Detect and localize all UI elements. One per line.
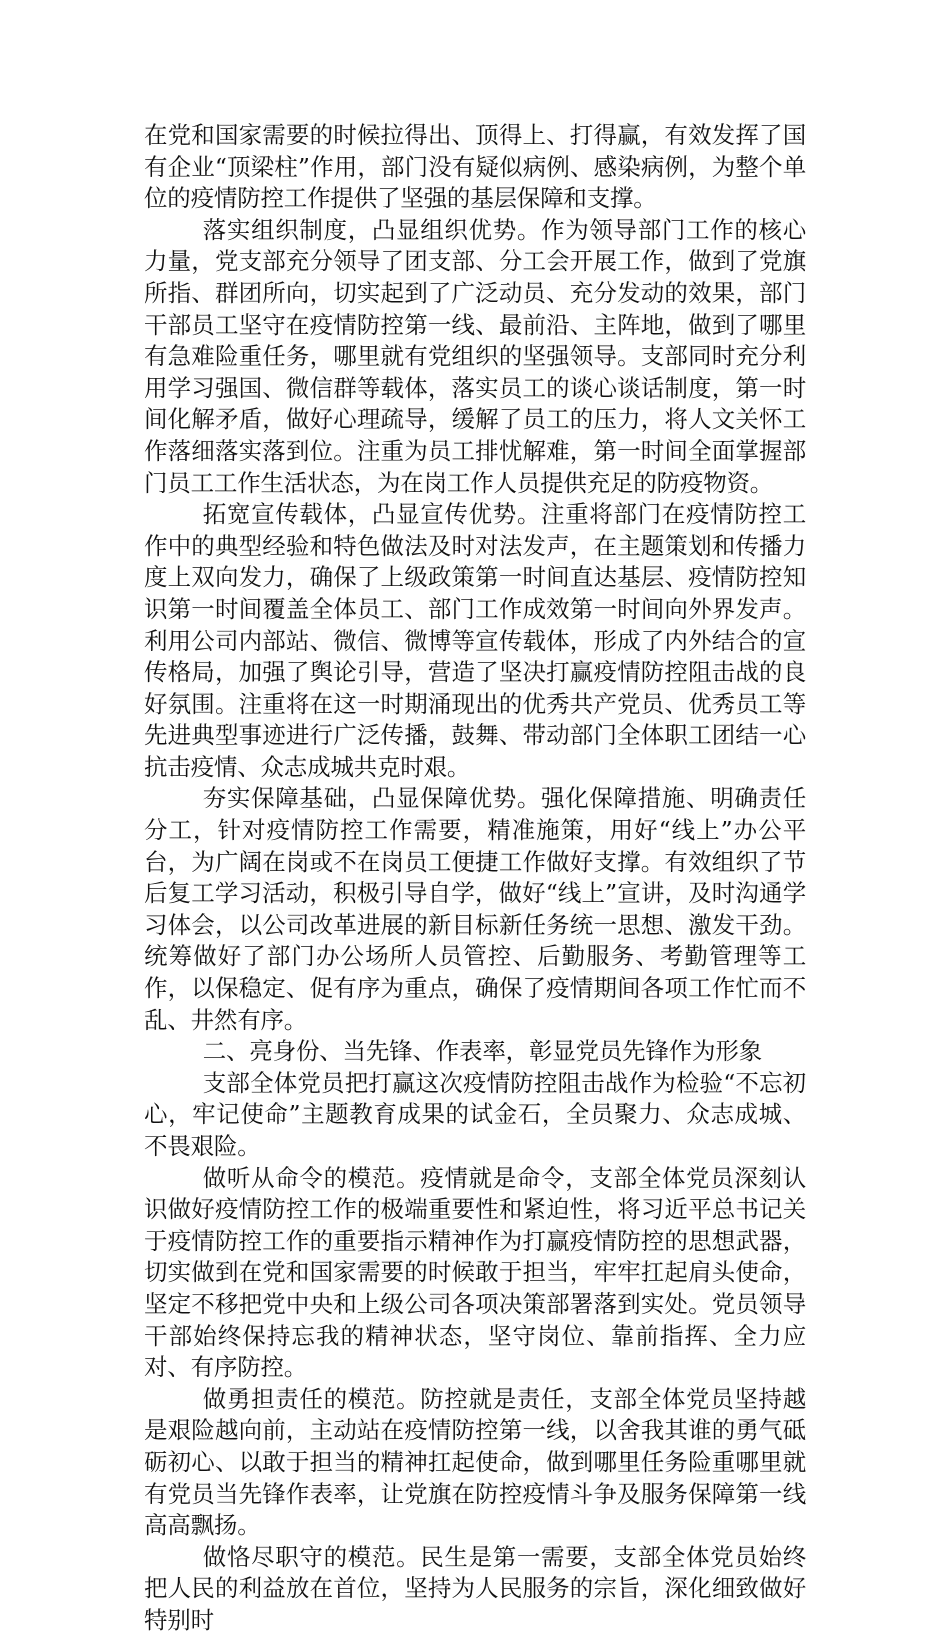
paragraph-organization: 落实组织制度，凸显组织优势。作为领导部门工作的核心力量，党支部充分领导了团支部、分工会开展工作，做到了党旗所指、群团所向，切实起到了广泛动员、充分发动的效果，部门干部员工坚守在疫情防控第一线、最前沿、主阵地，做到了哪里有急难险重任务，哪里就有党组织的坚强领导。支部同时充分利用学习强国、微信群等载体，落实员工的谈心谈话制度，第一时间化解矛盾，做好心理疏导，缓解了员工的压力，将人文关怀工作落细落实落到位。注重为员工排忧解难，第一时间全面掌握部门员工工作生活状态，为在岗工作人员提供充足的防疫物资。 (144, 215, 806, 497)
section-heading: 二、亮身份、当先锋、作表率，彰显党员先锋作为形象 (202, 1037, 762, 1066)
paragraph-duty: 做恪尽职守的模范。民生是第一需要，支部全体党员始终把人民的利益放在首位，坚持为人民服务的宗旨，深化细致做好特别时 (144, 1542, 806, 1634)
paragraph-obey-orders: 做听从命令的模范。疫情就是命令，支部全体党员深刻认识做好疫情防控工作的极端重要性和紧迫性，将习近平总书记关于疫情防控工作的重要指示精神作为打赢疫情防控的思想武器，切实做到在党和国家需要的时候敢于担当，牢牢扛起肩头使命，坚定不移把党中央和上级公司各项决策部署落到实处。党员领导干部始终保持忘我的精神状态，坚守岗位、靠前指挥、全力应对、有序防控。 (144, 1163, 806, 1382)
paragraph-continuation: 在党和国家需要的时候拉得出、顶得上、打得赢，有效发挥了国有企业“顶梁柱”作用，部门没有疑似病例、感染病例，为整个单位的疫情防控工作提供了坚强的基层保障和支撑。 (144, 121, 806, 213)
paragraph-section-intro: 支部全体党员把打赢这次疫情防控阻击战作为检验“不忘初心，牢记使命”主题教育成果的试金石，全员聚力、众志成城、不畏艰险。 (144, 1068, 806, 1160)
paragraph-responsibility: 做勇担责任的模范。防控就是责任，支部全体党员坚持越是艰险越向前，主动站在疫情防控第一线，以舍我其谁的勇气砥砺初心、以敢于担当的精神扛起使命，做到哪里任务险重哪里就有党员当先锋作表率，让党旗在防控疫情斗争及服务保障第一线高高飘扬。 (144, 1384, 806, 1540)
document-body (144, 120, 806, 1637)
paragraph-publicity: 拓宽宣传载体，凸显宣传优势。注重将部门在疫情防控工作中的典型经验和特色做法及时对法发声，在主题策划和传播力度上双向发力，确保了上级政策第一时间直达基层、疫情防控知识第一时间覆盖全体员工、部门工作成效第一时间向外界发声。利用公司内部站、微信、微博等宣传载体，形成了内外结合的宣传格局，加强了舆论引导，营造了坚决打赢疫情防控阻击战的良好氛围。注重将在这一时期涌现出的优秀共产党员、优秀员工等先进典型事迹进行广泛传播，鼓舞、带动部门全体职工团结一心抗击疫情、众志成城共克时艰。 (144, 500, 806, 781)
paragraph-guarantee: 夯实保障基础，凸显保障优势。强化保障措施、明确责任分工，针对疫情防控工作需要，精准施策，用好“线上”办公平台，为广阔在岗或不在岗员工便捷工作做好支撑。有效组织了节后复工学习活动，积极引导自学，做好“线上”宣讲，及时沟通学习体会，以公司改革进展的新目标新任务统一思想、激发干劲。统筹做好了部门办公场所人员管控、后勤服务、考勤管理等工作，以保稳定、促有序为重点，确保了疫情期间各项工作忙而不乱、井然有序。 (144, 784, 806, 1034)
